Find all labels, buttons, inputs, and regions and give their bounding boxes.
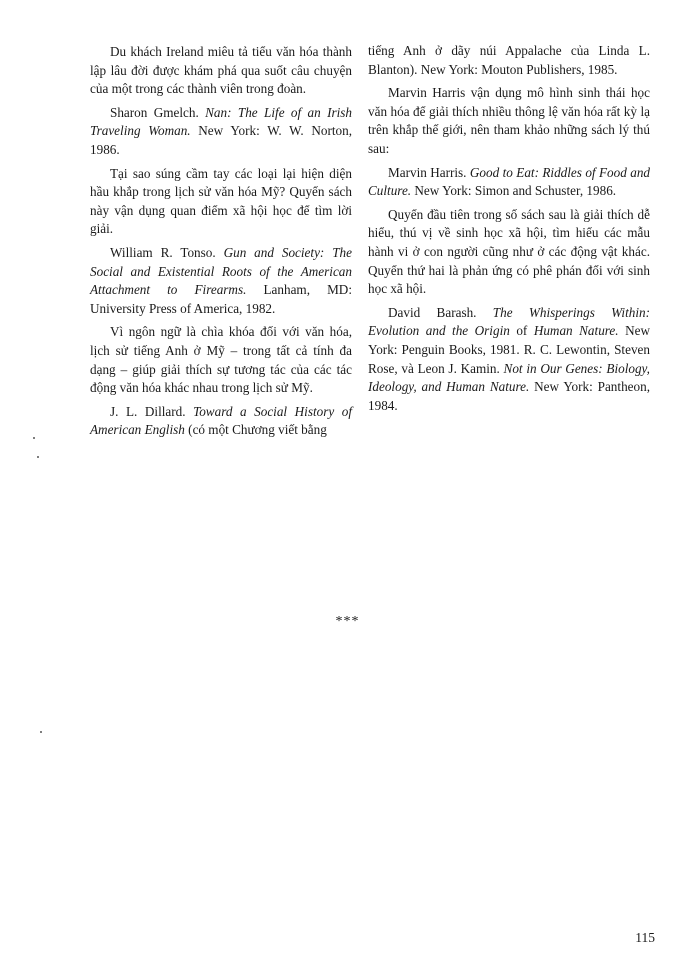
page-number: 115 [635,930,655,945]
ref-publisher: Lanham, MD: University Press of America, 1982. [90,282,352,316]
ref-publisher: New York: W. W. Norton, 1986. [90,123,352,157]
ref-title: Toward a Social History of American English [90,403,353,438]
paragraph: Du khách Ireland miêu tả tiểu văn hóa thành lập lâu đời được khám phá qua suốt câu chuyện của một trong các thành viên trong đoàn. [90,44,352,97]
ref-publisher: New York: Pantheon, 1984. [368,379,650,413]
scan-speck [37,456,39,458]
scan-speck [33,437,35,439]
section-separator: *** [335,614,360,629]
left-column [90,43,352,445]
ref-title: The Whisperings Within: Evolution and the Origin [368,304,650,339]
ref-title: Nan: The Life of an Irish Traveling Woman. [90,104,353,139]
ref-author: Marvin Harris. [388,164,470,180]
ref-author: Sharon Gmelch. [110,104,206,120]
ref-title: Gun and Society: The Social and Existential Roots of the American Attachment to Firearms. [90,244,352,298]
paragraph-continued: tiếng Anh ở dãy núi Appalache của Linda L. Blanton). New York: Mouton Publishers, 1985. [368,43,650,77]
reference [368,164,650,201]
ref-title: Human Nature. [533,323,619,339]
scan-speck [40,731,42,733]
ref-title: Good to Eat: Riddles of Food and Culture. [368,164,651,199]
ref-publisher: New York: Simon and Schuster, 1986. [411,183,617,199]
ref-text: of [509,323,534,339]
reference [90,244,352,318]
paragraph: Quyển đầu tiên trong số sách sau là giải thích dễ hiểu, thú vị về sinh học xã hội, tìm hiểu các mẫu hành vi ở con người cũng như ở các động vật khác. Quyển thứ hai là phản ứng có phê phán đối với sinh học xã hội. [368,206,650,297]
paragraph: Vì ngôn ngữ là chìa khóa đối với văn hóa, lịch sử tiếng Anh ở Mỹ – trong tất cả tính đa dạng – giúp giải thích sự tương tác của các tác động văn hóa khác nhau trong lịch sử Mỹ. [90,324,352,396]
paragraph: Marvin Harris vận dụng mô hình sinh thái học văn hóa để giải thích nhiều thông lệ văn hóa rất kỳ lạ trên khắp thế giới, nên tham khảo những sách lý thú sau: [368,85,650,156]
reference [90,403,352,440]
ref-publisher: (có một Chương viết bằng [184,422,327,438]
ref-author: William R. Tonso. [110,244,224,260]
ref-author: David Barash. [388,304,493,320]
ref-title: Not in Our Genes: Biology, Ideology, and Human Nature. [368,360,650,395]
reference [368,304,650,416]
ref-author: J. L. Dillard. [110,403,194,419]
paragraph: Tại sao súng cầm tay các loại lại hiện diện hầu khắp trong lịch sử văn hóa Mỹ? Quyển sách này vận dụng quan điểm xã hội học để tìm lời giải. [90,165,352,237]
ref-publisher: New York: Penguin Books, 1981. R. C. Lewontin, Steven Rose, và Leon J. Kamin. [368,323,650,376]
right-column [368,42,650,420]
reference [90,104,352,160]
